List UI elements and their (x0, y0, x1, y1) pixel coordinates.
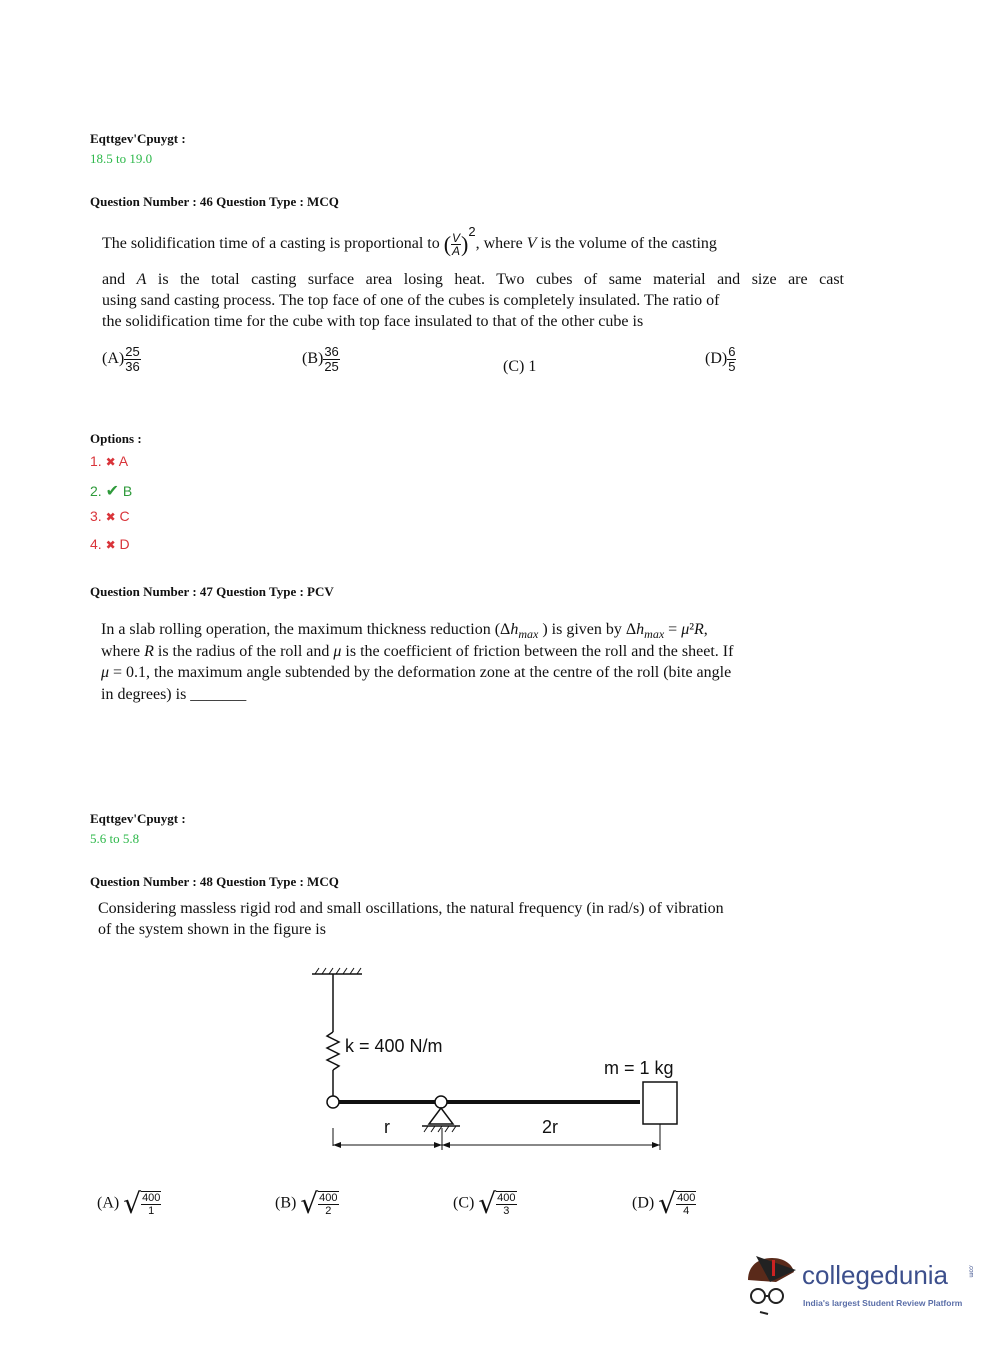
question-text-line: Considering massless rigid rod and small oscillations, the natural frequency (in rad/s) of vibration (98, 900, 724, 917)
check-icon: ✔ (105, 483, 119, 500)
choice-d: (D) √ $\frac{400}{4}$ (632, 1187, 696, 1220)
correct-answer-label: Eqttgev'Cpuygt : (90, 131, 186, 146)
cross-icon: ✖ (105, 455, 116, 469)
choice-d: (D) $\frac{6}{5}$ (705, 344, 736, 374)
choice-a: (A) √ $\frac{400}{1}$ (97, 1187, 161, 1220)
options-title: Options : (90, 431, 142, 446)
length-2r-label: 2r (542, 1117, 559, 1137)
question-text-line: where R is the radius of the roll and μ is the coefficient of friction between the roll and the sheet. If (101, 643, 734, 660)
logo-wordmark: collegedunia (802, 1260, 949, 1290)
mascot-icon (742, 1250, 800, 1316)
question-text-line: using sand casting process. The top face of one of the cubes is completely insulated. The ratio of (102, 292, 720, 309)
question-text-line: The solidification time of a casting is proportional to ( $\frac{V}{A}$ )$^2$, where V is the volume of the casting (102, 224, 717, 258)
spring-icon (327, 1032, 339, 1070)
cross-icon: ✖ (105, 510, 116, 524)
question-header: Question Number : 46 Question Type : MCQ (90, 194, 339, 209)
spring-mass-figure (300, 960, 700, 1160)
question-text-line: the solidification time for the cube with top face insulated to that of the other cube is (102, 313, 644, 330)
logo-tagline: India's largest Student Review Platform (803, 1298, 963, 1308)
question-header: Question Number : 48 Question Type : MCQ (90, 874, 339, 889)
logo-com: .com (967, 1264, 974, 1278)
option-item: 3. ✖ C (90, 508, 130, 524)
question-text-line: and A is the total casting surface area losing heat. Two cubes of same material and size are cast (102, 271, 844, 288)
question-text-line: μ = 0.1, the maximum angle subtended by the deformation zone at the centre of the roll (bite angle (101, 664, 732, 681)
correct-answer-label: Eqttgev'Cpuygt : (90, 811, 186, 826)
collegedunia-logo (742, 1250, 982, 1320)
length-r-label: r (384, 1117, 390, 1137)
question-text-line: In a slab rolling operation, the maximum thickness reduction ($\Delta h_{max}$ ) is given by $\Delta h_{max} = \mu^2R$, (101, 621, 708, 642)
correct-answer-value: 18.5 to 19.0 (90, 151, 153, 166)
question-text-line: of the system shown in the figure is (98, 921, 326, 938)
option-item: 1. ✖ A (90, 453, 129, 469)
choice-c: (C) √ $\frac{400}{3}$ (453, 1187, 516, 1220)
choice-b: (B) √ $\frac{400}{2}$ (275, 1187, 338, 1220)
mass-label: m = 1 kg (604, 1058, 674, 1078)
choice-a: (A) $\frac{25}{36}$ (102, 344, 140, 374)
cross-icon: ✖ (105, 538, 116, 552)
option-item: 4. ✖ D (90, 536, 130, 552)
correct-answer-value: 5.6 to 5.8 (90, 831, 140, 846)
question-header: Question Number : 47 Question Type : PCV (90, 584, 334, 599)
choice-c: (C) 1 (503, 358, 537, 375)
choice-b: (B) $\frac{36}{25}$ (302, 344, 339, 374)
question-text-line: in degrees) is _______ (101, 686, 247, 703)
spring-constant-label: k = 400 N/m (345, 1036, 443, 1056)
option-item: 2. ✔ B (90, 483, 133, 500)
